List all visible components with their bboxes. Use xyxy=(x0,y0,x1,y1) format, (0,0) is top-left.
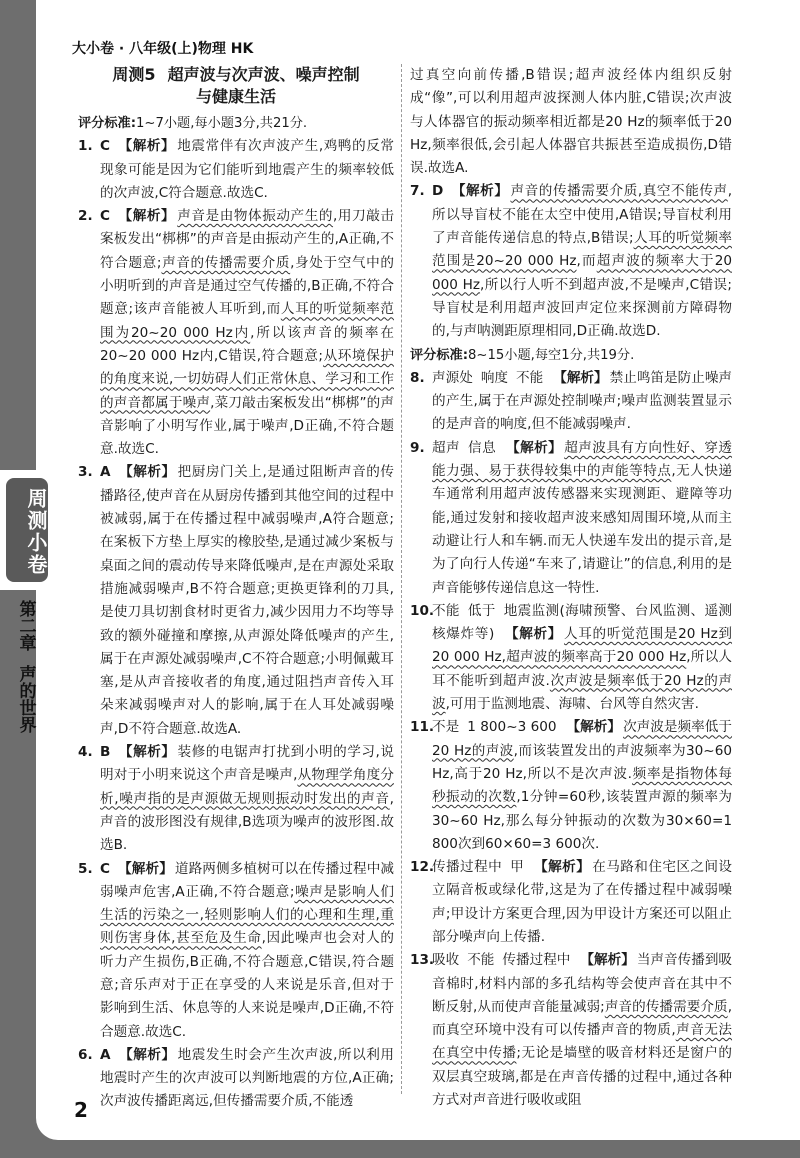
score-label: 评分标准: xyxy=(410,347,469,363)
analysis-text: ,而该装置发出的声波频率为30~60 Hz,高于20 Hz,所以不是次声波. xyxy=(432,742,732,782)
question-number: 2. xyxy=(78,208,93,225)
question-number: 12. xyxy=(410,859,435,876)
key-point: 人耳的听觉范围是20 Hz到20 000 Hz,超声波的频率高于20 000 Hz xyxy=(432,626,733,666)
analysis-text: ;无论是墙壁的吸音材料还是窗户的双层真空玻璃,都是在声音传播的过程中,通过各种方式对声音进行吸收或阻 xyxy=(432,1045,732,1109)
key-point: 声音的传播需要介质 xyxy=(161,254,291,271)
score-text: 8~15小题,每空1分,共19分. xyxy=(468,347,635,363)
analysis-tag: 【解析】 xyxy=(580,952,635,969)
analysis-text: ,可用于监测地震、海啸、台风等自然灾害. xyxy=(445,696,699,713)
fill-answer: 不能 xyxy=(516,369,544,386)
answer-item-7 xyxy=(410,180,732,343)
key-point: 噪声是影响人们生活的污染之一,轻则影响人们的心理和生理,重则伤害身体,甚至危及生命 xyxy=(100,883,394,947)
answer-item-4 xyxy=(78,741,394,857)
answer-item-6-continued xyxy=(410,64,732,180)
answer-item-9 xyxy=(410,437,732,600)
key-point: 声音的传播需要介质,真空不能传声 xyxy=(510,183,728,200)
analysis-tag: 【解析】 xyxy=(117,138,176,155)
analysis-text: ,所以行人听不到超声波,不是噪声,C错误;导盲杖是利用超声波回声定位来探测前方障碍物的,与声呐测距原理相同,D正确.故选D. xyxy=(432,276,733,340)
analysis-tag: 【解析】 xyxy=(117,860,173,877)
analysis-tag: 【解析】 xyxy=(118,744,176,761)
answer-choice: D xyxy=(432,183,444,200)
chapter-number: 第二章 xyxy=(15,600,36,651)
answer-item-6 xyxy=(78,1044,394,1114)
key-point: 声音无法在真空中传播 xyxy=(432,1022,733,1062)
answer-choice: C xyxy=(100,208,110,225)
analysis-text: 过真空向前传播,B错误;超声波经体内组织反射成“像”,可以利用超声波探测人体内脏,C错误;次声波与人体器官的振动频率相近都是20 Hz的频率低于20 Hz,频率很低,会引起人体器官共振甚至造成损伤,D错误.故选A. xyxy=(410,67,732,177)
scoring-standard-1 xyxy=(78,112,394,135)
question-number: 5. xyxy=(78,860,93,877)
key-point: 从环境保护的角度来说,一切妨碍人们正常休息、学习和工作的声音都属于噪声 xyxy=(100,347,394,411)
score-label: 评分标准: xyxy=(78,116,137,131)
title-number: 周测5 xyxy=(112,65,156,84)
analysis-text: ,声音的波形图没有规律,B选项为噪声的波形图.故选B. xyxy=(100,790,394,854)
fill-answer: 低于 xyxy=(467,602,496,619)
analysis-text: ,无人快递车通常利用超声波传感器来实现测距、避障等功能,通过发射和接收超声波来感知周围环境,从而主动避让行人和车辆.而无人快递车发出的提示音,是为了向行人传递“车来了,请避让”的信息,利用的是声音能够传递信息这一特性. xyxy=(432,463,732,596)
analysis-text: 装修的电锯声打扰到小明的学习,说明对于小明来说这个声音是噪声, xyxy=(100,744,395,784)
scoring-standard-2 xyxy=(410,344,732,367)
key-point: 人耳的听觉频率范围是20~20 000 Hz xyxy=(432,230,732,270)
analysis-text: 地震发生时会产生次声波,所以利用地震时产生的次声波可以判断地震的方位,A正确;次声波传播距离远,但传播需要介质,不能透 xyxy=(100,1046,394,1110)
answer-item-10 xyxy=(410,600,732,716)
right-column xyxy=(410,64,732,1112)
title-line-2: 与健康生活 xyxy=(195,87,276,106)
answer-item-8 xyxy=(410,367,732,437)
key-point: 次声波是频率低于20 Hz的声波 xyxy=(432,719,733,759)
analysis-text: 把厨房门关上,是通过阻断声音的传播路径,使声音在从厨房传播到其他空间的过程中被减弱,属于在传播过程中减弱噪声,A符合题意;在案板下方垫上厚实的橡胶垫,是通过减少案板与桌面之间的震动传导来降低噪声,是在声源处采取措施减弱噪声,B不符合题意;更换更锋利的刀具,是使刀具切割食材时更省力,减少因用力不均等导致的额外碰撞和摩擦,从声源处降低噪声的产生,属于在声源处减弱噪声,C不符合题意;小明佩戴耳塞,是从声音接收者的角度,通过阻挡声音传入耳朵来减弱噪声对人的影响,属于在人耳处减弱噪声,D不符合题意.故选A. xyxy=(100,464,394,737)
page-title xyxy=(78,64,394,108)
question-number: 11. xyxy=(410,719,435,736)
analysis-tag: 【解析】 xyxy=(118,464,176,481)
fill-answer: 地震监测(海啸预警、台风监测、遥测核爆炸等) xyxy=(432,602,733,643)
answer-choice: C xyxy=(100,138,110,155)
fill-answer: 超声 xyxy=(432,439,461,456)
analysis-tag: 【解析】 xyxy=(566,719,622,736)
analysis-text: ,所以人耳不能听到超声波. xyxy=(432,649,732,689)
analysis-tag: 【解析】 xyxy=(534,859,591,876)
fill-answer: 传播过程中 xyxy=(502,952,571,969)
key-point: 频率是指物体每秒振动的次数 xyxy=(432,765,733,806)
fill-answer: 不能 xyxy=(467,952,495,969)
question-number: 8. xyxy=(410,369,425,386)
answer-item-11 xyxy=(410,716,732,856)
key-point: 次声波是频率低于20 Hz的声波 xyxy=(432,672,732,713)
key-point: 超声波具有方向性好、穿透能力强、易于获得较集中的声能等特点 xyxy=(432,439,733,480)
analysis-tag: 【解析】 xyxy=(506,439,563,456)
analysis-text: ,身处于空气中的小明听到的声音是通过空气传播的,B正确,不符合题意;该声音能被人耳听到,而 xyxy=(100,254,395,318)
answer-choice: C xyxy=(100,860,110,877)
title-line-1: 超声波与次声波、噪声控制 xyxy=(167,65,360,84)
analysis-text: 道路两侧多植树可以在传播过程中减弱噪声危害,A正确,不符合题意; xyxy=(100,860,395,900)
analysis-tag: 【解析】 xyxy=(504,626,563,643)
analysis-text: ,1分钟=60秒,该装置声源的频率为30~60 Hz,那么每分钟振动的次数为30×60=1 800次到60×60=3 600次. xyxy=(432,789,733,852)
analysis-tag: 【解析】 xyxy=(118,1046,176,1063)
key-point: 人耳的听觉频率范围为20~20 000 Hz内 xyxy=(100,301,394,341)
question-number: 3. xyxy=(78,464,93,481)
question-number: 4. xyxy=(78,744,93,761)
key-point: 声音的传播需要介质 xyxy=(604,998,728,1015)
side-chapter xyxy=(12,600,38,733)
answer-item-13 xyxy=(410,949,732,1112)
fill-answer: 声源处 xyxy=(432,369,473,386)
answer-item-1 xyxy=(78,135,394,205)
answer-choice: A xyxy=(100,1046,111,1063)
analysis-text: ,所以导盲杖不能在太空中使用,A错误;导盲杖利用了声音能传递信息的特点,B错误; xyxy=(432,183,733,247)
analysis-tag: 【解析】 xyxy=(117,208,176,225)
chapter-name: 声的世界 xyxy=(15,665,36,733)
fill-answer: 吸收 xyxy=(432,952,460,969)
fill-answer: 不能 xyxy=(432,602,460,619)
analysis-text: 禁止鸣笛是防止噪声的产生,属于在声源处控制噪声;噪声监测装置显示的是声音的响度,但不能减弱噪声. xyxy=(432,369,733,433)
left-column xyxy=(78,64,394,1114)
answer-item-5 xyxy=(78,858,394,1044)
analysis-text: ,菜刀敲击案板发出“梆梆”的声音影响了小明写作业,属于噪声,D正确,不符合题意.故选C. xyxy=(100,394,395,458)
question-number: 7. xyxy=(410,183,425,200)
answer-item-2 xyxy=(78,205,394,461)
analysis-tag: 【解析】 xyxy=(553,369,608,386)
question-number: 1. xyxy=(78,138,93,155)
fill-answer: 1 800~3 600 xyxy=(467,719,557,736)
side-tab: 周测小卷 xyxy=(6,478,48,582)
key-point: 从物理学角度分析,噪声指的是声源做无规则振动时发出的声音 xyxy=(100,767,394,807)
answer-item-12 xyxy=(410,856,732,949)
book-header: 大小卷 · 八年级(上)物理 HK xyxy=(72,41,254,57)
analysis-text: 当声音传播到吸音棉时,材料内部的多孔结构等会使声音在其中不断反射,从而使声音能量减弱; xyxy=(432,952,733,1015)
score-text: 1~7小题,每小题3分,共21分. xyxy=(136,116,308,131)
key-point: 超声波的频率大于20 000 Hz xyxy=(432,253,732,293)
question-number: 6. xyxy=(78,1046,93,1063)
fill-answer: 传播过程中 xyxy=(432,859,503,876)
analysis-tag: 【解析】 xyxy=(451,183,509,200)
page-number: 2 xyxy=(74,1098,88,1122)
answer-choice: A xyxy=(100,464,111,481)
analysis-text: ,而真空环境中没有可以传播声音的物质, xyxy=(432,998,733,1039)
question-number: 13. xyxy=(410,952,435,969)
fill-answer: 信息 xyxy=(468,439,497,456)
answer-item-3 xyxy=(78,461,394,741)
answer-choice: B xyxy=(100,744,111,761)
analysis-text: ,因此噪声也会对人的听力产生损伤,B正确,不符合题意,C错误,符合题意;音乐声对于正在享受的人来说是乐音,但对于影响到生活、休息等的人来说是噪声,D正确,不符合题意.故选C. xyxy=(100,930,394,1040)
analysis-text: ,用刀敲击案板发出“梆梆”的声音是由振动产生的,A正确,不符合题意; xyxy=(100,208,395,271)
question-number: 10. xyxy=(410,602,435,619)
analysis-text: 在马路和住宅区之间设立隔音板或绿化带,这是为了在传播过程中减弱噪声;甲设计方案更合理,因为甲设计方案还可以阻止部分噪声向上传播. xyxy=(432,859,733,945)
question-number: 9. xyxy=(410,439,425,456)
analysis-text: ,而 xyxy=(576,253,597,270)
key-point: 声音是由物体振动产生的 xyxy=(177,208,334,225)
fill-answer: 响度 xyxy=(480,369,509,386)
analysis-text: ,所以该声音的频率在20~20 000 Hz内,C错误,符合题意; xyxy=(100,324,394,364)
fill-answer: 不是 xyxy=(432,719,460,736)
column-divider xyxy=(401,64,402,1094)
fill-answer: 甲 xyxy=(510,859,525,876)
analysis-text: 地震常伴有次声波产生,鸡鸭的反常现象可能是因为它们能听到地震产生的频率较低的次声波,C符合题意.故选C. xyxy=(100,138,394,201)
